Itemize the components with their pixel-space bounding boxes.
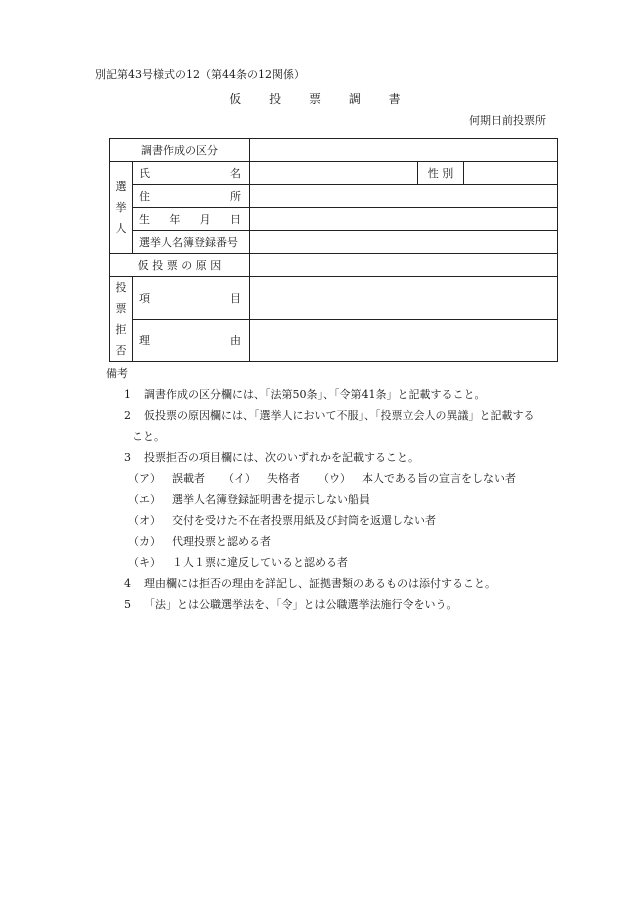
note-item: 4 理由欄には拒否の理由を詳記し、証拠書類のあるものは添付すること。 (124, 577, 496, 590)
voter-group-label: 選挙人 (110, 162, 133, 254)
note-item-continuation: こと。 (132, 430, 165, 443)
item-label: 項 目 (133, 277, 250, 320)
polling-station-name: 何期日前投票所 (469, 114, 546, 127)
registry-label: 選挙人名簿登録番号 (133, 231, 250, 254)
dob-field[interactable] (250, 208, 558, 231)
category-field[interactable] (250, 139, 558, 162)
title-char: 調 (348, 92, 361, 106)
document-title (0, 92, 630, 106)
category-label: 調書作成の区分 (110, 139, 250, 162)
name-field[interactable] (250, 162, 418, 185)
note-subitem: （キ） １人１票に違反していると認める者 (128, 556, 348, 569)
address-field[interactable] (250, 185, 558, 208)
address-label: 住 所 (133, 185, 250, 208)
gender-field[interactable] (464, 162, 558, 185)
title-char: 投 (269, 92, 282, 106)
row-name (110, 162, 558, 185)
title-char: 仮 (229, 92, 242, 106)
title-char: 書 (388, 92, 401, 106)
title-char: 票 (308, 92, 321, 106)
item-field[interactable] (250, 277, 558, 320)
notes-heading: 備考 (106, 367, 128, 380)
note-subitem: （オ） 交付を受けた不在者投票用紙及び封筒を返還しない者 (128, 514, 436, 527)
note-subitem: （エ） 選挙人名簿登録証明書を提示しない船員 (128, 493, 370, 506)
row-dob (110, 208, 558, 231)
note-item: 2 仮投票の原因欄には、「選挙人において不服」、「投票立会人の異議」と記載する (124, 409, 535, 422)
row-registry (110, 231, 558, 254)
row-item (110, 277, 558, 320)
cause-label: 仮 投 票 の 原 因 (110, 254, 250, 277)
reason-label: 理 由 (133, 319, 250, 362)
row-reason (110, 319, 558, 362)
gender-label: 性 別 (418, 162, 464, 185)
registry-field[interactable] (250, 231, 558, 254)
name-label: 氏 名 (133, 162, 250, 185)
row-cause (110, 254, 558, 277)
note-item: 3 投票拒否の項目欄には、次のいずれかを記載すること。 (124, 451, 419, 464)
notes-section (106, 363, 576, 615)
reason-field[interactable] (250, 319, 558, 362)
provisional-ballot-form-table (109, 138, 558, 362)
note-subitem: （カ） 代理投票と認める者 (128, 535, 271, 548)
form-reference: 別記第43号様式の12（第44条の12関係） (95, 68, 305, 81)
cause-field[interactable] (250, 254, 558, 277)
refusal-group-label: 投票拒否 (110, 277, 133, 362)
note-item: 1 調書作成の区分欄には、「法第50条」、「令第41条」と記載すること。 (124, 388, 486, 401)
row-category (110, 139, 558, 162)
note-subitem: （ア） 誤載者 （イ） 失格者 （ウ） 本人である旨の宣言をしない者 (128, 472, 516, 485)
note-item: 5 「法」とは公職選挙法を、「令」とは公職選挙法施行令をいう。 (124, 598, 458, 611)
row-address (110, 185, 558, 208)
dob-label: 生 年 月 日 (133, 208, 250, 231)
